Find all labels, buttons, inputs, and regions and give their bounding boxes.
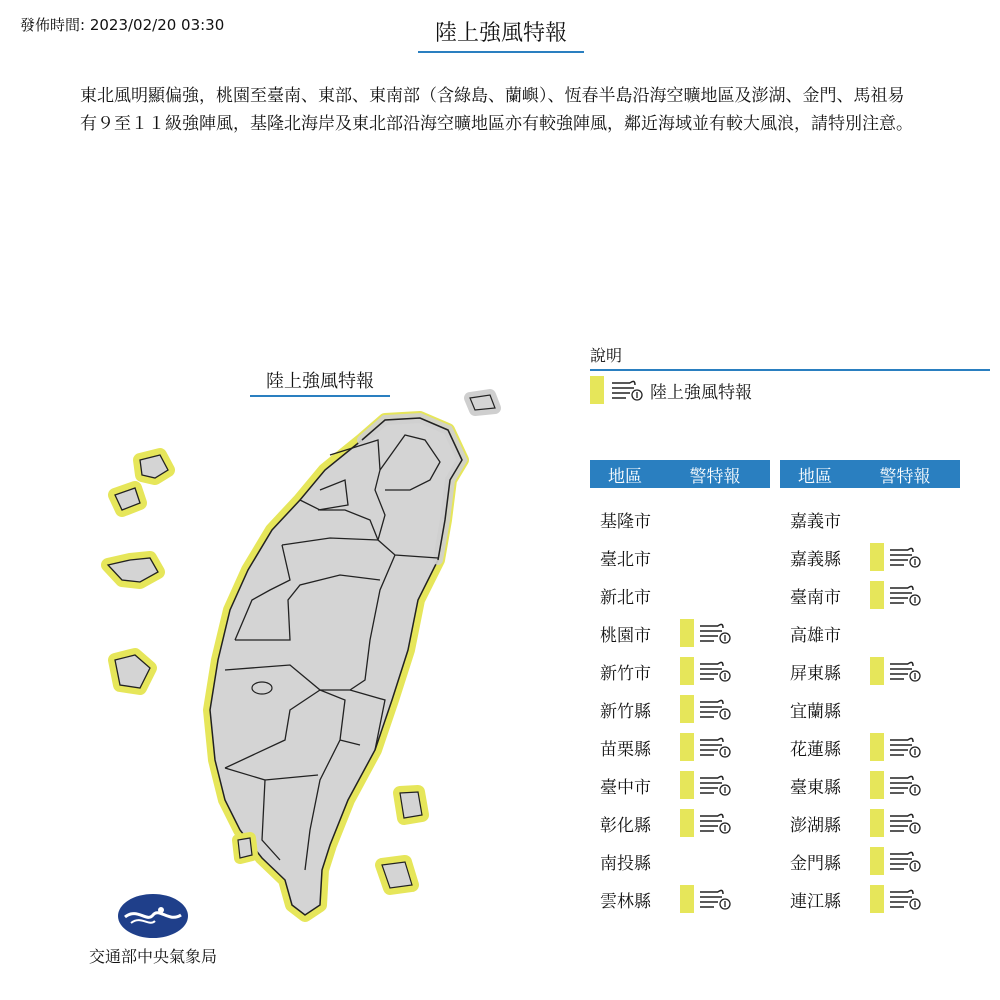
table-row — [590, 728, 770, 766]
region-name: 金門縣 — [790, 853, 841, 874]
warning-color-swatch — [870, 771, 884, 799]
warning-color-swatch — [870, 543, 884, 571]
warning-color-swatch — [680, 771, 694, 799]
table-row — [590, 538, 770, 576]
region-name: 連江縣 — [790, 891, 841, 912]
col-region-header: 地區 — [798, 466, 832, 487]
region-name: 嘉義市 — [790, 511, 841, 532]
table-row — [590, 652, 770, 690]
warning-marker — [680, 809, 732, 837]
region-name: 基隆市 — [600, 511, 651, 532]
warning-marker — [680, 619, 732, 647]
region-name: 新竹市 — [600, 663, 651, 684]
region-name: 臺南市 — [790, 587, 841, 608]
warning-color-swatch — [680, 695, 694, 723]
warning-description: 東北風明顯偏強，桃園至臺南、東部、東南部（含綠島、蘭嶼）、恆春半島沿海空曠地區及澎湖、金門、馬祖易有９至１１級強陣風，基隆北海岸及東北部沿海空曠地區亦有較強陣風，鄰近海域並有較大風浪，請特別注意。 — [80, 86, 913, 134]
warning-marker — [680, 695, 732, 723]
region-name: 新北市 — [600, 587, 651, 608]
region-name: 臺北市 — [600, 549, 651, 570]
warning-marker — [870, 733, 922, 761]
warning-marker — [870, 543, 922, 571]
table-row — [780, 538, 960, 576]
wind-icon — [888, 544, 922, 570]
region-name: 雲林縣 — [600, 891, 651, 912]
region-list-left — [590, 500, 770, 918]
warning-marker — [870, 771, 922, 799]
region-name: 桃園市 — [600, 625, 651, 646]
table-row — [780, 614, 960, 652]
wind-icon — [888, 772, 922, 798]
warning-color-swatch — [680, 733, 694, 761]
warning-color-swatch — [870, 809, 884, 837]
wind-icon — [888, 886, 922, 912]
wind-icon — [698, 810, 732, 836]
warning-color-swatch — [590, 376, 604, 404]
warning-marker — [870, 885, 922, 913]
warning-marker — [680, 733, 732, 761]
table-row — [780, 880, 960, 918]
region-name: 臺中市 — [600, 777, 651, 798]
warning-color-swatch — [680, 657, 694, 685]
wind-icon — [698, 734, 732, 760]
wind-icon — [888, 848, 922, 874]
wind-icon — [698, 620, 732, 646]
table-row — [780, 500, 960, 538]
region-list-right — [780, 500, 960, 918]
region-name: 花蓮縣 — [790, 739, 841, 760]
warning-marker — [870, 657, 922, 685]
table-row — [780, 652, 960, 690]
table-row — [590, 842, 770, 880]
penghu-islands — [108, 455, 168, 688]
table-row — [590, 880, 770, 918]
warning-color-swatch — [680, 619, 694, 647]
warning-color-swatch — [870, 657, 884, 685]
wind-icon — [698, 772, 732, 798]
region-name: 屏東縣 — [790, 663, 841, 684]
table-row — [780, 576, 960, 614]
table-row — [780, 842, 960, 880]
table-row — [590, 614, 770, 652]
region-name: 彰化縣 — [600, 815, 651, 836]
warning-color-swatch — [870, 733, 884, 761]
region-name: 新竹縣 — [600, 701, 651, 722]
legend-item — [590, 376, 752, 404]
wind-icon — [888, 810, 922, 836]
page-title: 陸上強風特報 — [418, 16, 584, 53]
table-row — [780, 728, 960, 766]
green-island — [400, 792, 422, 818]
col-warning-header: 警特報 — [689, 466, 741, 487]
wind-icon — [698, 658, 732, 684]
wind-icon — [698, 886, 732, 912]
issue-time: 發佈時間: 2023/02/20 03:30 — [20, 16, 225, 34]
table-row — [590, 500, 770, 538]
legend-title: 說明 — [590, 343, 990, 371]
warning-marker — [680, 771, 732, 799]
region-name: 高雄市 — [790, 625, 841, 646]
region-name: 南投縣 — [600, 853, 651, 874]
table-row — [590, 804, 770, 842]
taiwan-map — [95, 370, 515, 940]
orchid-island — [382, 862, 412, 888]
table-row — [590, 576, 770, 614]
region-name: 嘉義縣 — [790, 549, 841, 570]
table-header-right — [780, 460, 960, 488]
cwb-logo — [117, 893, 189, 939]
wind-icon — [888, 658, 922, 684]
map-title: 陸上強風特報 — [250, 367, 390, 397]
warning-marker — [870, 809, 922, 837]
table-row — [590, 766, 770, 804]
agency-name: 交通部中央氣象局 — [88, 947, 217, 966]
table-row — [780, 766, 960, 804]
warning-color-swatch — [680, 885, 694, 913]
table-row — [780, 690, 960, 728]
col-region-header: 地區 — [608, 466, 642, 487]
region-name: 臺東縣 — [790, 777, 841, 798]
warning-color-swatch — [870, 885, 884, 913]
wind-icon — [888, 582, 922, 608]
warning-marker — [870, 847, 922, 875]
region-name: 苗栗縣 — [600, 739, 651, 760]
wind-icon — [698, 696, 732, 722]
region-name: 宜蘭縣 — [790, 701, 841, 722]
table-header-left — [590, 460, 770, 488]
warning-color-swatch — [680, 809, 694, 837]
table-row — [780, 804, 960, 842]
warning-marker — [680, 657, 732, 685]
region-name: 澎湖縣 — [790, 815, 841, 836]
warning-color-swatch — [870, 581, 884, 609]
guishan-island — [470, 395, 495, 410]
table-row — [590, 690, 770, 728]
col-warning-header: 警特報 — [879, 466, 931, 487]
warning-color-swatch — [870, 847, 884, 875]
warning-marker — [680, 885, 732, 913]
wind-icon — [888, 734, 922, 760]
legend-label: 陸上強風特報 — [650, 382, 752, 403]
wind-icon — [610, 377, 644, 403]
warning-marker — [870, 581, 922, 609]
